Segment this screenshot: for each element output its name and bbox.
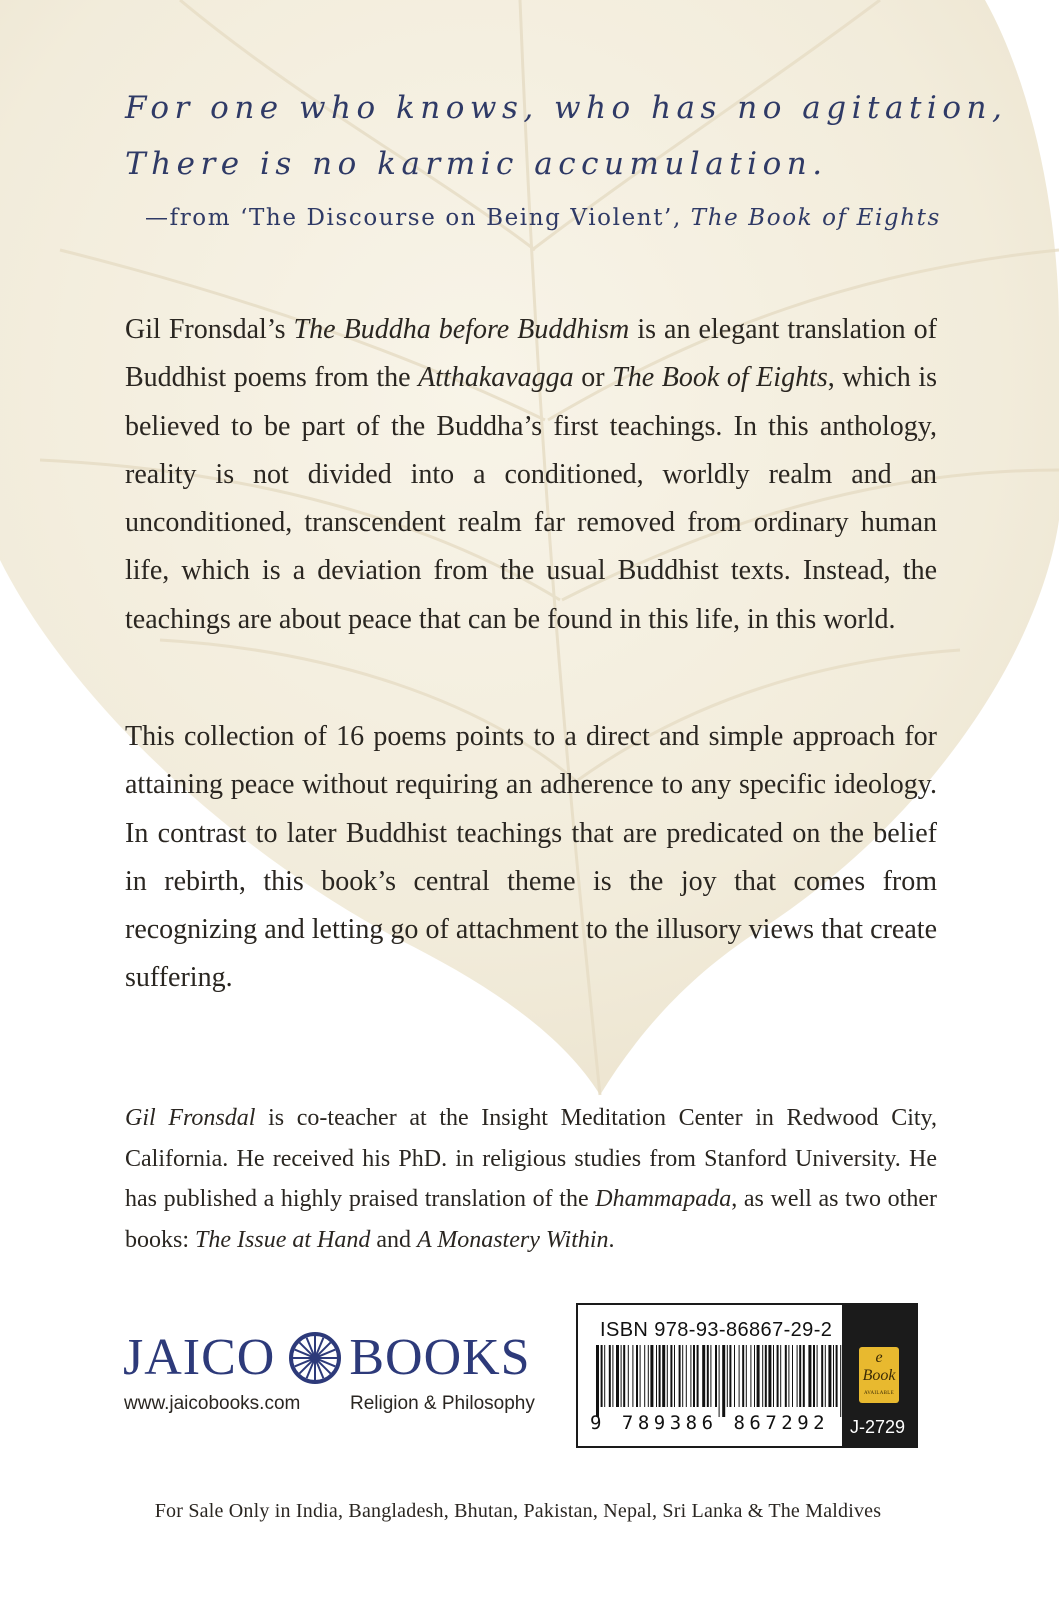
barcode-bar: [640, 1345, 641, 1407]
book-title: Dhammapada: [595, 1186, 732, 1212]
barcode-bar: [656, 1345, 657, 1407]
ebook-available-label: AVAILABLE: [863, 1391, 895, 1396]
barcode-bar: [621, 1345, 622, 1407]
barcode-bar: [777, 1345, 779, 1407]
barcode-bar: [662, 1345, 665, 1407]
barcode-bar: [604, 1345, 605, 1407]
barcode-bar: [670, 1345, 672, 1407]
barcode-bar: [833, 1345, 834, 1407]
barcode-bar: [768, 1345, 771, 1407]
barcode-bar: [674, 1345, 675, 1407]
barcode-bar: [792, 1345, 793, 1407]
barcode-bar: [682, 1345, 683, 1407]
barcode-bar: [750, 1345, 751, 1407]
barcode-bar: [785, 1345, 787, 1407]
barcode-bar: [632, 1345, 633, 1407]
ebook-available-badge: [859, 1347, 899, 1403]
author-name: Gil Fronsdal: [125, 1105, 256, 1131]
barcode-bar: [650, 1345, 653, 1407]
publisher-logo: [123, 1328, 531, 1387]
barcode-bar: [612, 1345, 613, 1407]
barcode-bar: [679, 1345, 681, 1407]
barcode-bar: [697, 1345, 699, 1407]
barcode-bar: [601, 1345, 603, 1407]
book-title: A Monastery Within: [417, 1226, 609, 1253]
barcode-bar: [799, 1345, 801, 1407]
text-title: The Book of Eights: [612, 362, 828, 394]
barcode-bar: [821, 1345, 823, 1407]
sales-territory-note: For Sale Only in India, Bangladesh, Bhutan, Pakistan, Nepal, Sri Lanka & The Maldives: [154, 1500, 882, 1522]
barcode-bar: [727, 1345, 728, 1407]
barcode-bar: [836, 1345, 838, 1407]
text-title: Atthakavagga: [418, 362, 574, 394]
barcode-number: 9 789386 867292: [590, 1412, 830, 1434]
barcode-bar: [623, 1345, 625, 1407]
barcode-bar: [729, 1345, 731, 1407]
dharma-wheel-icon: [287, 1330, 343, 1386]
publisher-website: www.jaicobooks.com: [124, 1393, 301, 1414]
quote-source: [145, 205, 945, 231]
quote-line-1: For one who knows, who has no agitation,: [125, 90, 1008, 126]
barcode-bar: [667, 1345, 668, 1407]
barcode-bar: [762, 1345, 763, 1407]
barcode-bar: [734, 1345, 735, 1407]
text-run: is co-teacher at the Insight Meditation Center in Redwood City, California. He received his PhD. in religious studies from Stanford University. He has published a highly praised translation of the: [125, 1105, 937, 1212]
barcode-bar: [644, 1345, 645, 1407]
text-run: is an elegant translation of Buddhist poems from the: [125, 314, 937, 394]
barcode-bar: [686, 1345, 687, 1407]
barcode-bar: [739, 1345, 740, 1407]
barcode-bar: [765, 1345, 767, 1407]
barcode-bar: [803, 1345, 805, 1407]
text-run: .: [608, 1226, 615, 1253]
barcode-bar: [596, 1345, 599, 1417]
text-run: or: [573, 362, 613, 394]
text-run: Gil Fronsdal’s: [125, 314, 294, 345]
barcode-bar: [690, 1345, 691, 1407]
text-run: , which is believed to be part of the Buddha’s first teachings. In this anthology, reality is not divided into a conditioned, worldly realm and an unconditioned, transcendent realm far removed from ordinary human life, which is a deviation from the usual Buddhist texts. Instead, the teachings are about peace that can be found in this life, in this world.: [125, 362, 937, 635]
barcode-bar: [754, 1345, 755, 1407]
barcode-bar: [719, 1345, 720, 1417]
publisher-name-left: JAICO: [123, 1329, 276, 1386]
barcode-bar: [722, 1345, 725, 1417]
quote-line-2: There is no karmic accumulation.: [125, 146, 828, 182]
barcode-bar: [702, 1345, 705, 1407]
text-run: and: [370, 1226, 417, 1253]
book-category: Religion & Philosophy: [350, 1393, 535, 1414]
barcode-bar: [828, 1345, 831, 1407]
barcode-bar: [788, 1345, 789, 1407]
barcode-bar: [693, 1345, 695, 1407]
isbn-label: ISBN 978-93-86867-29-2: [600, 1319, 833, 1341]
barcode-bar: [757, 1345, 760, 1407]
barcode-icon: [594, 1345, 846, 1417]
barcode-bar: [710, 1345, 711, 1407]
quote-source-title: The Book of Eights: [690, 205, 941, 231]
barcode-bar: [813, 1345, 815, 1407]
barcode-bar: [742, 1345, 744, 1407]
barcode-bar: [609, 1345, 611, 1407]
barcode-bar: [780, 1345, 781, 1407]
barcode-bar: [746, 1345, 747, 1407]
barcode-bar: [825, 1345, 826, 1407]
book-title: The Issue at Hand: [195, 1226, 371, 1253]
quote-source-prefix: —from ‘The Discourse on Being Violent’,: [145, 205, 691, 231]
barcode-bar: [773, 1345, 774, 1407]
barcode-bar: [659, 1345, 661, 1407]
ebook-badge-label: e Book: [862, 1349, 896, 1384]
isbn-barcode-box: [576, 1303, 918, 1448]
barcode-bar: [808, 1345, 811, 1407]
barcode-bar: [628, 1345, 629, 1407]
description-paragraph-2: This collection of 16 poems points to a direct and simple approach for attaining peace without requiring an adherence to any specific ideology. In contrast to later Buddhist teachings that are predicated on the belief in rebirth, this book’s central theme is the joy that comes from recognizing and letting go of attachment to the illusory views that create suffering.: [125, 721, 937, 994]
barcode-bar: [648, 1345, 649, 1407]
text-run: , as well as two other books:: [125, 1186, 937, 1253]
barcode-bar: [817, 1345, 818, 1407]
catalog-code: J-2729: [850, 1417, 906, 1437]
barcode-bar: [715, 1345, 717, 1407]
barcode-bar: [636, 1345, 638, 1407]
book-title: The Buddha before Buddhism: [293, 314, 630, 345]
barcode-bar: [616, 1345, 619, 1407]
author-bio: [125, 1098, 937, 1260]
barcode-bar: [707, 1345, 709, 1407]
publisher-name-right: BOOKS: [349, 1329, 531, 1386]
barcode-bar: [797, 1345, 798, 1407]
description-paragraph-1: [125, 306, 937, 644]
epigraph-quote: [125, 80, 1008, 192]
ebook-panel: [842, 1305, 916, 1446]
